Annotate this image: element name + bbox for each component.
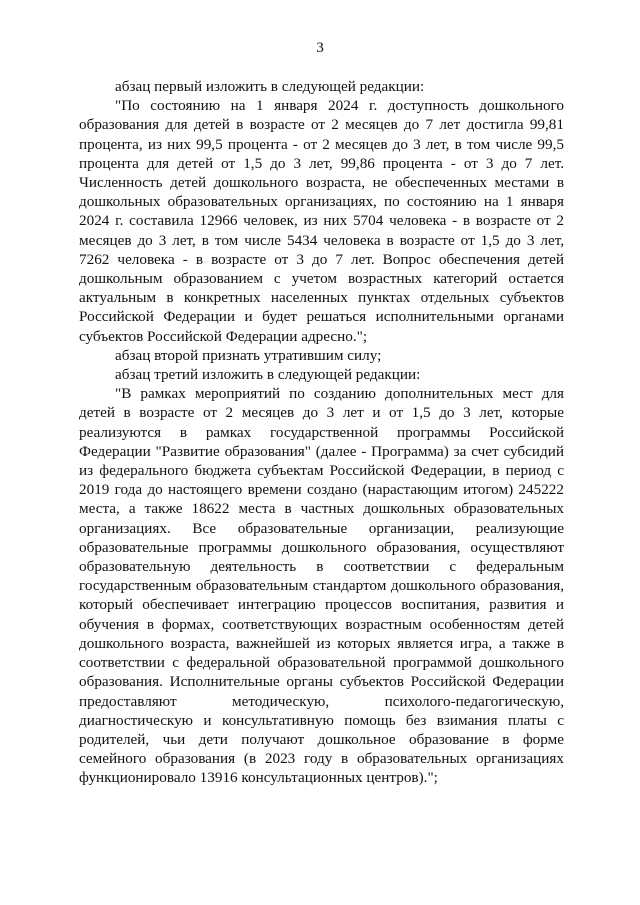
paragraph-instruction-third: абзац третий изложить в следующей редакции:	[115, 366, 421, 384]
paragraph-instruction-first: абзац первый изложить в следующей редакции:	[115, 78, 425, 95]
paragraph-quoted-program: "В рамках мероприятий по созданию дополнительных мест для детей в возрасте от 2 месяцев до 3 лет и от 1,5 до 3 лет, которые реализуются в рамках государственной программы Российской Федерации "Развитие образования" (далее - Программа) за счет субсидий из федерального бюджета субъектам Российской Федерации, в период с 2019 года до настоящего времени создано (нарастающим итогом) 245222 места, а также 18622 места в частных дошкольных образовательных организациях. Все образовательные организации, реализующие образовательные программы дошкольного образования, осуществляют образовательную деятельность в соответствии с федеральным государственным образовательным стандартом дошкольного образования, который обеспечивает интеграцию процессов воспитания, развития и обучения в формах, соответствующих возрастным особенностям детей дошкольного возраста, важнейшей из которых является игра, а также в соответствии с федеральной образовательной программой дошкольного образования. Исполнительные органы субъектов Российской Федерации предоставляют методическую, психолого-педагогическую, диагностическую и консультативную помощь без взимания платы с родителей, чьи дети получают дошкольное образование в форме семейного образования (в 2023 году в образовательных организациях функционировало 13916 консультационных центров).";	[79, 385, 564, 787]
page-number: 3	[316, 39, 324, 56]
document-body	[79, 77, 564, 788]
paragraph-instruction-second: абзац второй признать утратившим силу;	[115, 346, 382, 364]
paragraph-quoted-availability: "По состоянию на 1 января 2024 г. доступность дошкольного образования для детей в возрасте от 2 месяцев до 7 лет достигла 99,81 процента, из них 99,5 процента - от 2 месяцев до 3 лет, в том числе 99,5 процента для детей от 1,5 до 3 лет, 99,86 процента - от 3 до 7 лет. Численность детей дошкольного возраста, не обеспеченных местами в дошкольных образовательных организациях, по состоянию на 1 января 2024 г. составила 12966 человек, из них 5704 человека - в возрасте от 2 месяцев до 3 лет, в том числе 5434 человека в возрасте от 1,5 до 3 лет, 7262 человека - в возрасте от 3 до 7 лет. Вопрос обеспечения детей дошкольным образованием с учетом возрастных категорий остается актуальным в конкретных населенных пунктах отдельных субъектов Российской Федерации и будет решаться исполнительными органами субъектов Российской Федерации адресно.";	[79, 97, 564, 345]
